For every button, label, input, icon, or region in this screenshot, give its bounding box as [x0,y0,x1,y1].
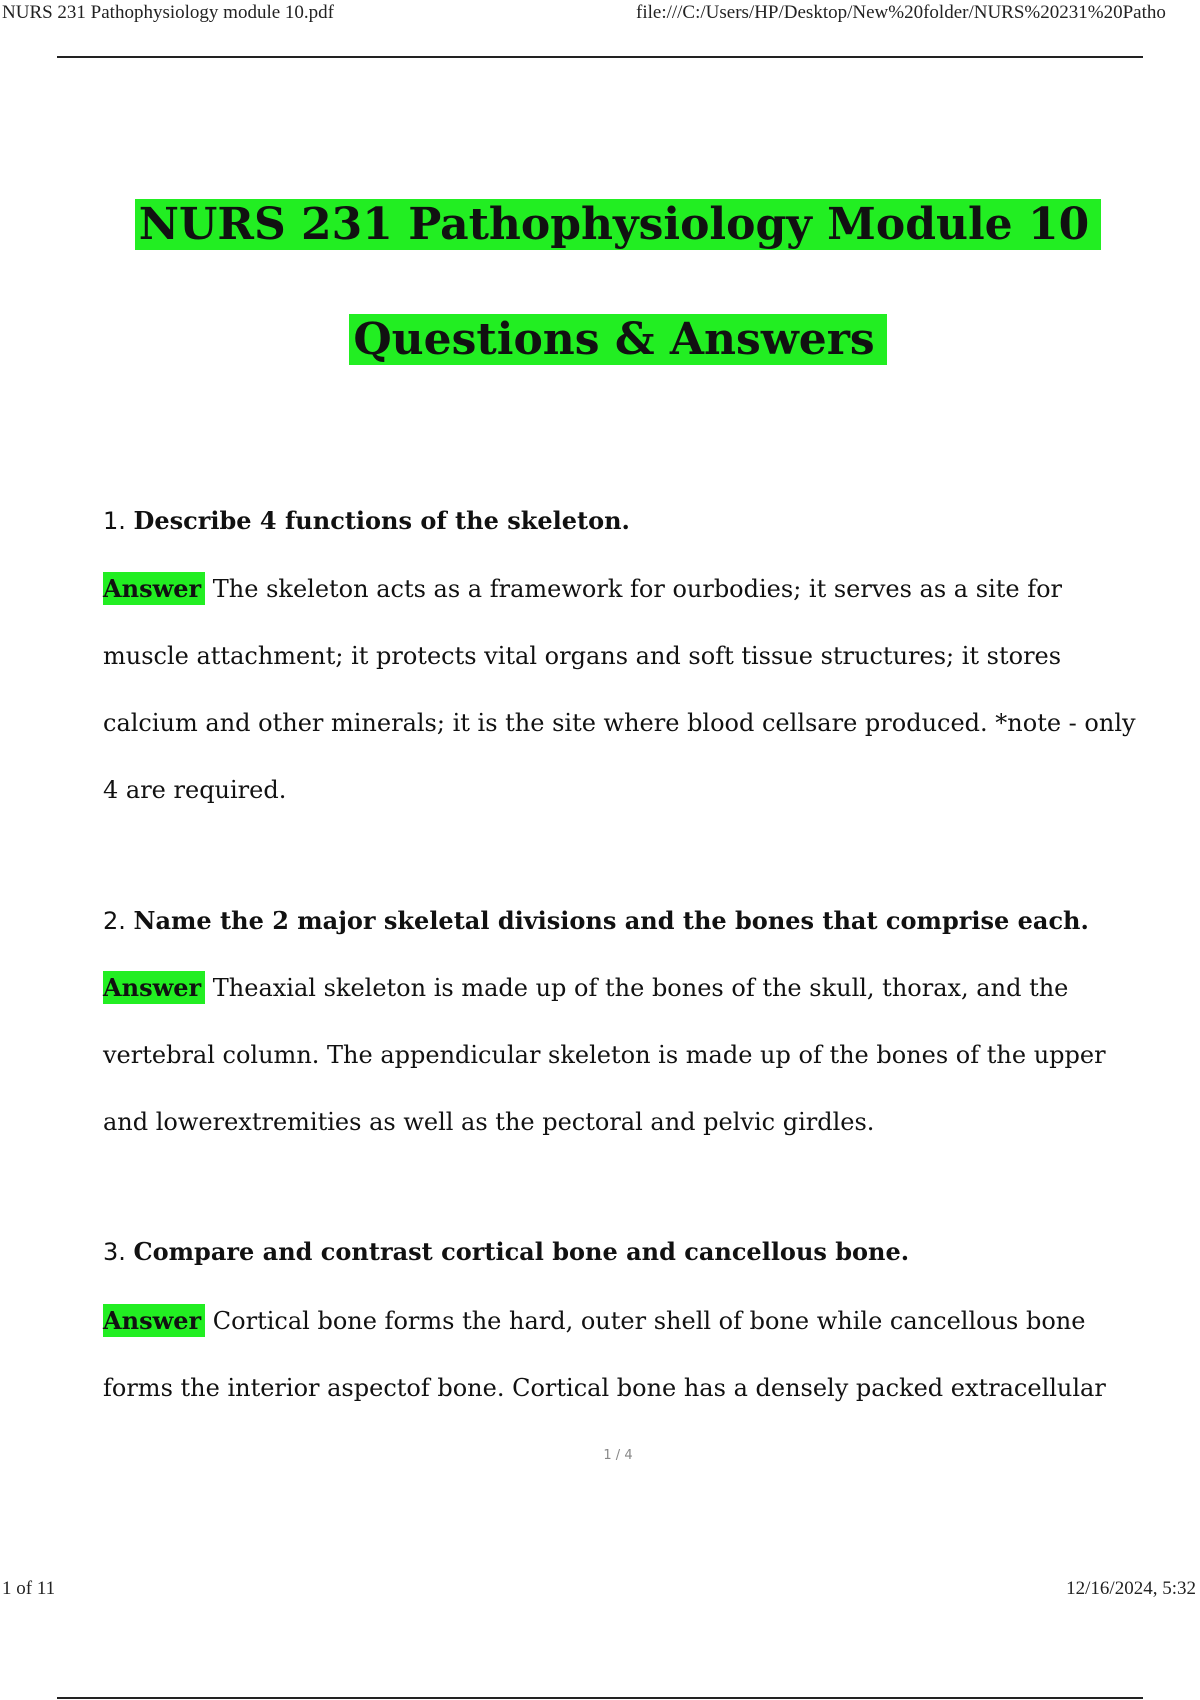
question-number: 3. [103,1238,126,1266]
question-3 [103,1237,1153,1267]
answer-text: Cortical bone forms the hard, outer shell of bone while cancellous bone forms the interior aspectof bone. Cortical bone has a densely packed extracellular [103,1307,1106,1402]
question-2 [103,906,1153,936]
answer-tag: Answer [103,572,205,605]
print-header [0,0,1200,26]
answer-2 [103,954,1143,1156]
answer-tag: Answer [103,971,205,1004]
print-footer-datetime: 12/16/2024, 5:32 [1066,1578,1196,1599]
print-header-url: file:///C:/Users/HP/Desktop/New%20folder/NURS%20231%20Patho [636,2,1166,23]
document-title-line-2 [0,311,1200,369]
answer-text: Theaxial skeleton is made up of the bones of the skull, thorax, and the vertebral column. The appendicular skeleton is made up of the bones of the upper and lowerextremities as well as the pectoral and pelvic girdles. [103,974,1106,1136]
answer-text: The skeleton acts as a framework for ourbodies; it serves as a site for muscle attachment; it protects vital organs and soft tissue structures; it stores calcium and other minerals; it is the site where blood cellsare produced. *note - only 4 are required. [103,575,1136,804]
question-text: Name the 2 major skeletal divisions and the bones that comprise each. [133,906,1089,935]
question-1 [103,506,1153,536]
header-divider [57,56,1143,58]
print-footer-page-count: 1 of 11 [2,1578,56,1599]
print-header-doc-title: NURS 231 Pathophysiology module 10.pdf [2,2,334,23]
question-text: Describe 4 functions of the skeleton. [133,506,630,535]
answer-3 [103,1287,1143,1422]
page-indicator: 1 / 4 [603,1448,633,1463]
document-title-line-1 [0,196,1200,254]
question-number: 1. [103,507,126,535]
question-text: Compare and contrast cortical bone and cancellous bone. [133,1237,910,1266]
answer-1 [103,555,1143,824]
question-number: 2. [103,907,126,935]
footer-divider [57,1697,1143,1699]
title-highlight-2: Questions & Answers [349,314,886,365]
answer-tag: Answer [103,1304,205,1337]
title-highlight-1: NURS 231 Pathophysiology Module 10 [135,199,1101,250]
